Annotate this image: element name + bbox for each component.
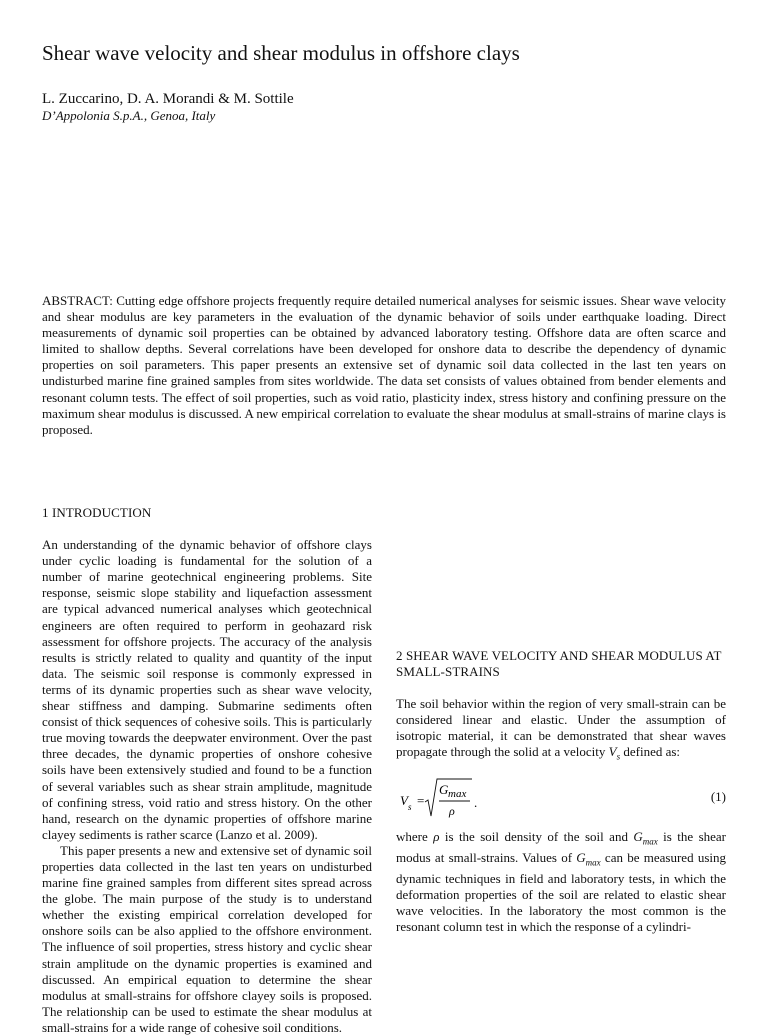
paper-authors: L. Zuccarino, D. A. Morandi & M. Sottile (42, 91, 294, 107)
equation-1 (396, 773, 726, 825)
section-heading-shear-wave: 2 SHEAR WAVE VELOCITY AND SHEAR MODULUS AT SMALL-STRAINS (396, 648, 722, 680)
paper-affiliation: D’Appolonia S.p.A., Genoa, Italy (42, 108, 216, 123)
svg-text:s: s (408, 802, 412, 813)
svg-text:ρ: ρ (449, 804, 455, 819)
svg-text:G: G (439, 782, 449, 798)
abstract: ABSTRACT: Cutting edge offshore projects frequently require detailed numerical analyses for seismic issues. Shear wave velocity and shear modulus are key parameters in the evaluation of the dynamic behavior of soils under earthquake loading. Direct measurements of dynamic soil properties can be obtained by advanced laboratory testing. Offshore data are often scarce and limited to shallow depths. Several correlations have been developed for onshore data to describe the dependency of dynamic properties on soil parameters. This paper presents an extensive set of dynamic soil data collected in the last ten years on undisturbed marine fine grained samples from sites worldwide. The data set consists of values obtained from bender elements and resonant column tests. The effect of soil properties, such as void ratio, plasticity index, stress history and confining pressure on the maximum shear modulus is discussed. A new empirical correlation to evaluate the shear modulus at small-strains of marine clays is proposed. (42, 293, 726, 437)
equation-number: (1) (710, 789, 726, 805)
right-column (396, 472, 726, 935)
svg-text:.: . (474, 795, 478, 811)
left-column (42, 505, 372, 1036)
svg-text:max: max (448, 788, 467, 801)
section2-paragraph-1: The soil behavior within the region of very small-strain can be considered linear and elastic. Under the assumption of isotropic material, it can be demonstrated that shear waves propagate through the solid at a velocity $V_s$ defined as: (396, 696, 726, 763)
section2-paragraph-2: where ρ is the soil density of the soil and $G_{max}$ is the shear modus at small-strains. Values of $G_{max}$ can be measured using dynamic techniques in field and laboratory tests, in which the deformation properties of the soil are related to elastic shear wave velocities. In the laboratory the most common is the resonant column test in which the response of a cylindri- (396, 829, 727, 934)
equation-formula (396, 773, 506, 825)
intro-paragraph-2: This paper presents a new and extensive set of dynamic soil properties data collected in the last ten years on undisturbed marine fine grained samples from different sites spread across the globe. The main purpose of the study is to understand whether the existing empirical correlation developed for onshore soils can be also applied to the offshore environment. The influence of soil properties, stress history and cyclic shear strain amplitude on the dynamic properties is examined and discussed. An empirical equation to determine the shear modulus at small-strains for offshore clayey soils is proposed. The relationship can be used to estimate the shear modulus at small-strains for a wide range of cohesive soil conditions. (42, 842, 372, 1035)
intro-paragraph-1: An understanding of the dynamic behavior of offshore clays under cyclic loading is fundamental for the solution of a number of marine geotechnical engineering problems. Site response, seismic slope stability and liquefaction assessment are typical advanced numerical analyses which geotechnical engineers are often required to perform in geohazard risk assessment for offshore projects. The accuracy of the analysis results is strictly related to quality and quantity of the input data. The seismic soil response is commonly expressed in terms of its dynamic properties such as shear wave velocity, shear stiffness and damping. Submarine sediments often consist of thick sequences of cohesive soils. This is particularly true moving towards the deepwater environment. Over the past three decades, the dynamic properties of onshore cohesive soils have been extensively studied and found to be a function of several variables such as shear strain amplitude, magnitude of confining stress, void ratio and stress history. On the other hand, research on the dynamic properties of offshore marine clayey sediments is rather scarce (Lanzo et al. 2009). (42, 537, 372, 842)
svg-text:=: = (417, 793, 425, 809)
section-heading-introduction: 1 INTRODUCTION (42, 505, 152, 520)
paper-title: Shear wave velocity and shear modulus in offshore clays (42, 41, 520, 65)
svg-text:V: V (400, 793, 408, 809)
